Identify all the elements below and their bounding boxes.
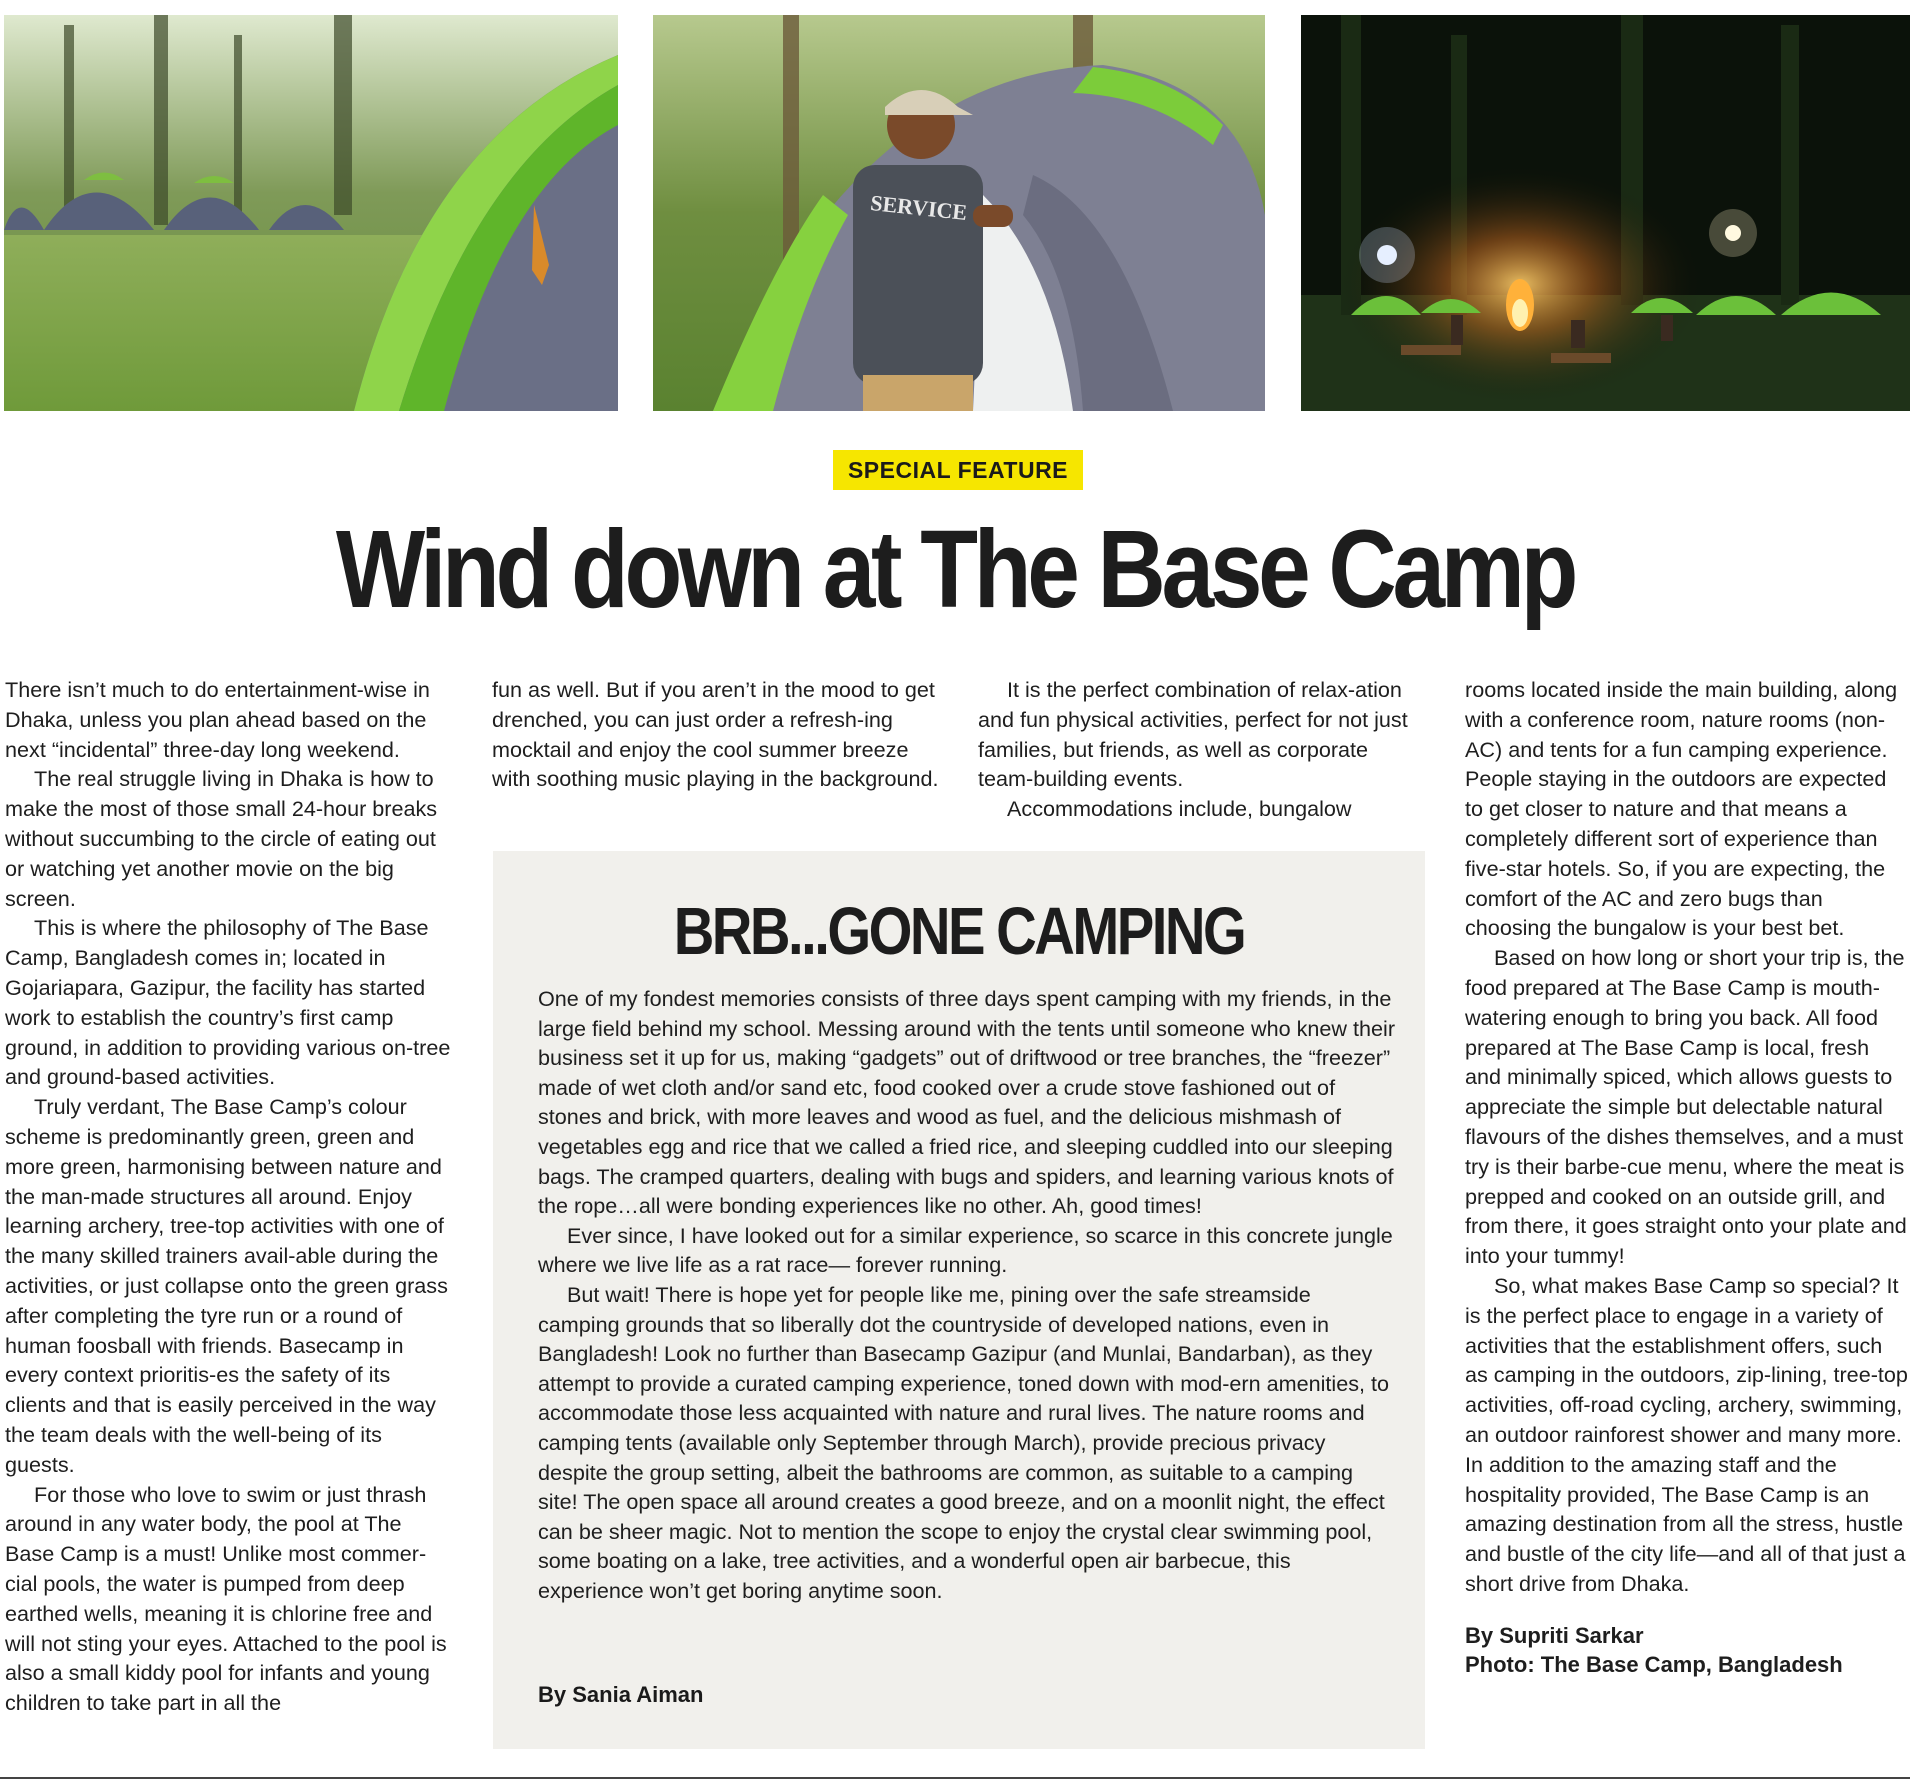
paragraph: The real struggle living in Dhaka is how to make the most of those small 24-hour breaks without succumbing to the circle of eating out or watching yet another movie on the big screen. [5,766,438,911]
paragraph: It is the perfect combination of relax-ation and fun physical activities, perfect for not just families, but friends, as well as corporate team-building events. [978,677,1408,792]
paragraph: fun as well. But if you aren’t in the mood to get drenched, you can just order a refresh-ing mocktail and enjoy the cool summer breeze with soothing music playing in the background. [492,677,939,792]
article-column-1 [5,675,455,1718]
article-column-4 [1465,675,1910,1679]
paragraph: This is where the philosophy of The Base Camp, Bangladesh comes in; located in Gojariapara, Gazipur, the facility has started work to establish the country’s first camp ground, in addition to providing various on-tree and ground-based activities. [5,915,451,1090]
sidebar-title: BRB...GONE CAMPING [673,894,1245,969]
paragraph: So, what makes Base Camp so special? It is the perfect place to engage in a variety of activities that the establishment offers, such as camping in the outdoors, zip-lining, tree-top activities, off-road cycling, archery, swimming, an outdoor rainforest shower and many more. In addition to the amazing staff and the hospitality provided, The Base Camp is an amazing destination from all the stress, hustle and bustle of the city life—and all of that just a short drive from Dhaka. [1465,1272,1908,1596]
bottom-rule [0,1777,1910,1779]
paragraph: But wait! There is hope yet for people like me, pining over the safe streamside camping grounds that so liberally dot the countryside of developed nations, even in Bangladesh! Look no further than Basecamp Gazipur (and Munlai, Bandarban), as they attempt to provide a curated camping experience, toned down with mod-ern amenities, to accommodate those less acquainted with nature and rural lives. The nature rooms and camping tents (available only September through March), provide precious privacy despite the group setting, albeit the bathrooms are common, as suitable to a camping site! The open space all around creates a good breeze, and on a moonlit night, the effect can be sheer magic. Not to mention the scope to enjoy the crystal clear swimming pool, some boating on a lake, tree activities, and a wonderful open air barbecue, this experience won’t get boring anytime soon. [538,1281,1390,1603]
paragraph: For those who love to swim or just thrash around in any water body, the pool at The Base Camp is a must! Unlike most commer-cial pools, the water is pumped from deep earthed wells, meaning it is chlorine free and will not sting your eyes. Attached to the pool is also a small kiddy pool for infants and young children to take part in all the [5,1481,447,1716]
paragraph: Based on how long or short your trip is, the food prepared at The Base Camp is mouth-watering enough to bring you back. All food prepared at The Base Camp is local, fresh and minimally spiced, which allows guests to appreciate the simple but delectable natural flavours of the dishes themselves, and a must try is their barbe-cue menu, where the meat is prepped and cooked on an outside grill, and from there, it goes straight onto your plate and into your tummy! [1465,945,1907,1269]
section-tag: SPECIAL FEATURE [833,450,1083,490]
staff-pitching-tent-photo [653,15,1265,411]
paragraph: Ever since, I have looked out for a similar experience, so scarce in this concrete jungle where we live life as a rat race— forever running. [538,1222,1393,1278]
article-column-2 [492,675,942,794]
paragraph: Truly verdant, The Base Camp’s colour scheme is predominantly green, green and more green, harmonising between nature and the man-made structures all around. Enjoy learning archery, tree-top activities with one of the many skilled trainers avail-able during the activities, or just collapse onto the green grass after completing the tyre run or a round of human foosball with friends. Basecamp in every context prioritis-es the safety of its clients and that is easily perceived in the way the team deals with the well-being of its guests. [5,1094,448,1477]
shirt-print: SERVICE [869,190,969,226]
sidebar-box [493,851,1425,1749]
sidebar-byline: By Sania Aiman [538,1682,704,1707]
tents-photo [4,15,618,411]
photo-credit: Photo: The Base Camp, Bangladesh [1465,1651,1843,1677]
article-column-3 [978,675,1418,824]
paragraph: There isn’t much to do entertainment-wise in Dhaka, unless you plan ahead based on the next “incidental” three-day long weekend. [5,677,430,762]
campfire-night-photo [1301,15,1910,411]
paragraph: One of my fondest memories consists of three days spent camping with my friends, in the large field behind my school. Messing around with the tents until someone who knew their business set it up for us, making “gadgets” out of driftwood or tree branches, the “freezer” made of wet cloth and/or sand etc, food cooked over a crude stove fashioned out of stones and brick, with more leaves and wood as fuel, and the delicious mishmash of vegetables egg and rice that we called a fried rice, and sleeping cuddled into our sleeping bags. The cramped quarters, dealing with bugs and spiders, and learning various knots of the rope…all were bonding experiences like no other. Ah, good times! [538,986,1396,1219]
sidebar-body [538,984,1398,1605]
paragraph: rooms located inside the main building, along with a conference room, nature rooms (non-AC) and tents for a fun camping experience. People staying in the outdoors are expected to get closer to nature and that means a completely different sort of experience than five-star hotels. So, if you are expecting, the comfort of the AC and zero bugs than choosing the bungalow is your best bet. [1465,677,1898,941]
paragraph: Accommodations include, bungalow [1007,796,1352,822]
byline: By Supriti Sarkar [1465,1622,1644,1648]
headline: Wind down at The Base Camp [335,508,1575,631]
